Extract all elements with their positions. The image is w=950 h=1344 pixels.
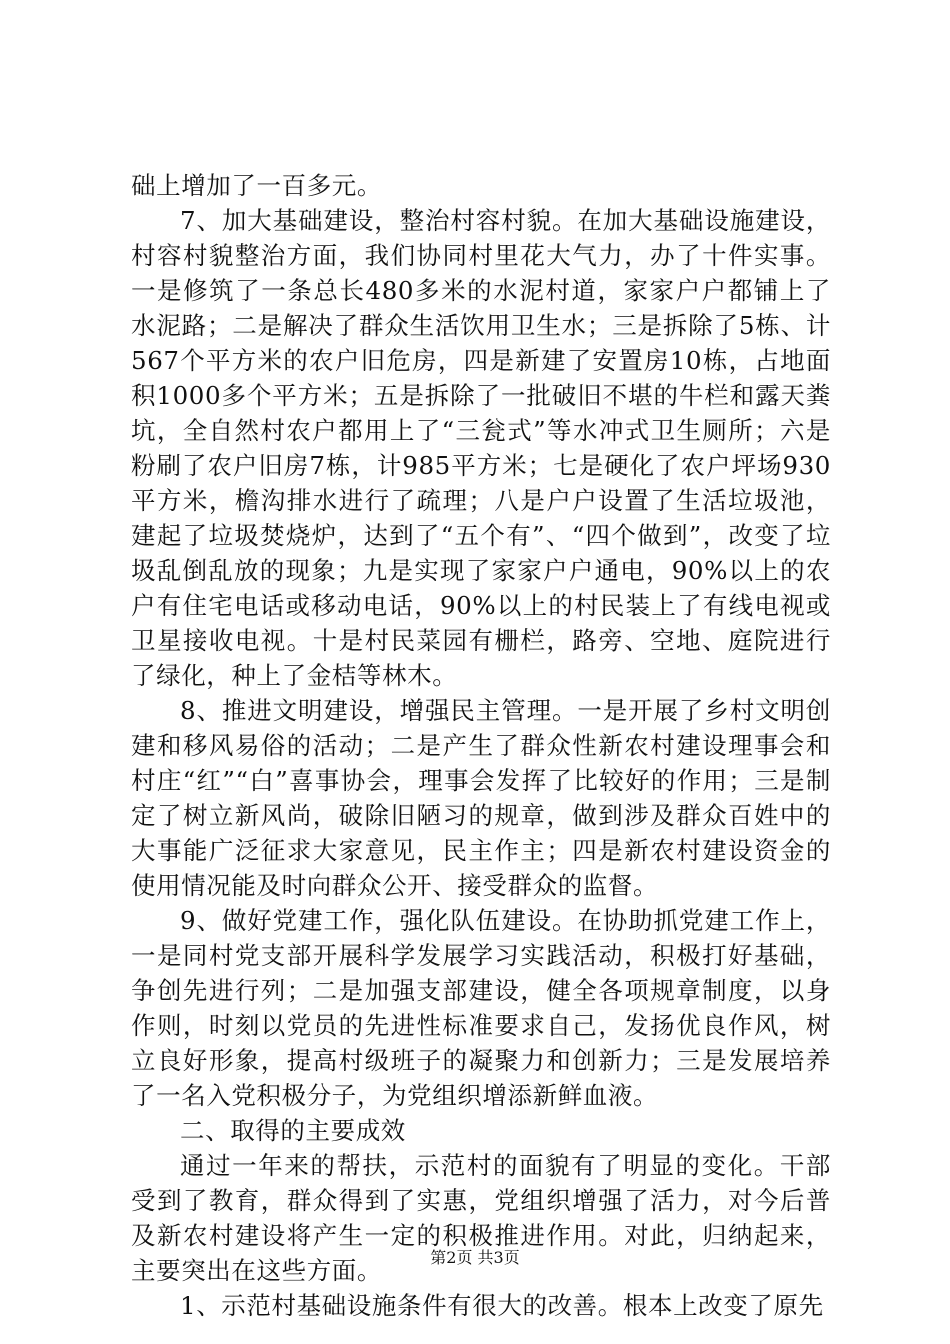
document-body (131, 168, 831, 1323)
paragraph-item-7: 7、加大基础建设，整治村容村貌。在加大基础设施建设，村容村貌整治方面，我们协同村里花大气力，办了十件实事。一是修筑了一条总长480多米的水泥村道，家家户户都铺上了水泥路；二是解决了群众生活饮用卫生水；三是拆除了5栋、计567个平方米的农户旧危房，四是新建了安置房10栋，占地面积1000多个平方米；五是拆除了一批破旧不堪的牛栏和露天粪坑，全自然村农户都用上了“三瓮式”等水冲式卫生厕所；六是粉刷了农户旧房7栋，计985平方米；七是硬化了农户坪场930平方米，檐沟排水进行了疏理；八是户户设置了生活垃圾池，建起了垃圾焚烧炉，达到了“五个有”、“四个做到”，改变了垃圾乱倒乱放的现象；九是实现了家家户户通电，90%以上的农户有住宅电话或移动电话，90%以上的村民装上了有线电视或卫星接收电视。十是村民菜园有栅栏，路旁、空地、庭院进行了绿化，种上了金桔等林木。 (131, 206, 831, 690)
section-heading: 二、取得的主要成效 (180, 1116, 406, 1145)
paragraph-summary: 通过一年来的帮扶，示范村的面貌有了明显的变化。干部受到了教育，群众得到了实惠，党组织增强了活力，对今后普及新农村建设将产生一定的积极推进作用。对此，归纳起来，主要突出在这些方面。 (131, 1151, 831, 1285)
page-number-footer: 第2页 共3页 (430, 1248, 520, 1267)
paragraph-item-1: 1、示范村基础设施条件有很大的改善。根本上改变了原先 (180, 1291, 824, 1320)
paragraph-item-8: 8、推进文明建设，增强民主管理。一是开展了乡村文明创建和移风易俗的活动；二是产生了群众性新农村建设理事会和村庄“红”“白”喜事协会，理事会发挥了比较好的作用；三是制定了树立新风尚，破除旧陋习的规章，做到涉及群众百姓中的大事能广泛征求大家意见，民主作主；四是新农村建设资金的使用情况能及时向群众公开、接受群众的监督。 (131, 696, 831, 900)
paragraph-continuation: 础上增加了一百多元。 (131, 171, 382, 200)
paragraph-item-9: 9、做好党建工作，强化队伍建设。在协助抓党建工作上，一是同村党支部开展科学发展学习实践活动，积极打好基础，争创先进行列；二是加强支部建设，健全各项规章制度，以身作则，时刻以党员的先进性标准要求自己，发扬优良作风，树立良好形象，提高村级班子的凝聚力和创新力；三是发展培养了一名入党积极分子，为党组织增添新鲜血液。 (131, 906, 831, 1110)
